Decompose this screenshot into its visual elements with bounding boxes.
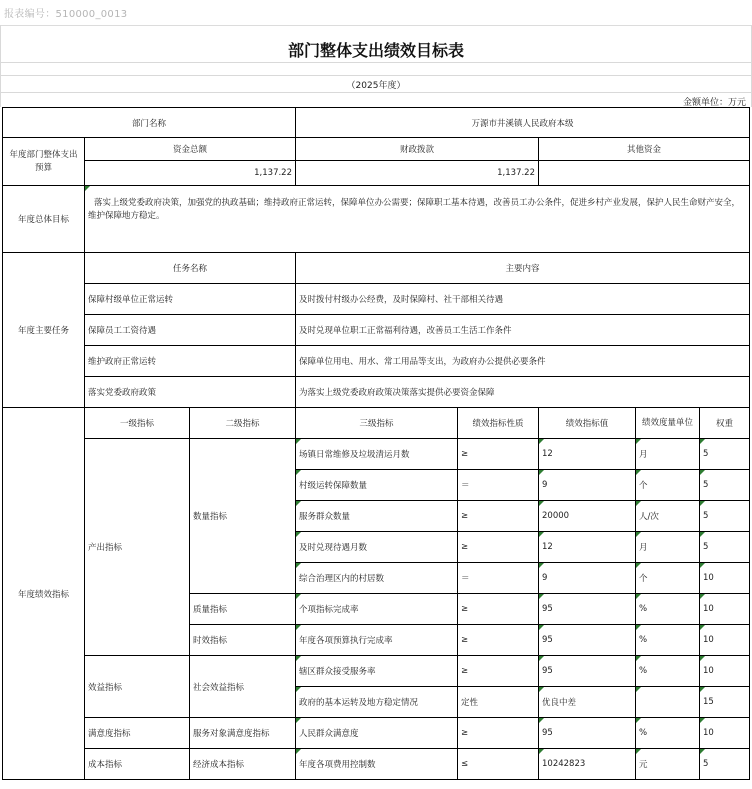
unit-cell: 月 [636,439,700,470]
level3-cell: 个项指标完成率 [296,594,458,625]
budget-label: 年度部门整体支出预算 [3,138,85,186]
weight-cell: 15 [700,687,750,718]
level3-cell: 政府的基本运转及地方稳定情况 [296,687,458,718]
level3-cell: 辖区群众接受服务率 [296,656,458,687]
indicator-row [3,749,750,780]
level3-cell: 村级运转保障数量 [296,470,458,501]
nature-cell: ＝ [458,563,539,594]
level1-cell: 效益指标 [85,656,190,718]
level2-cell: 数量指标 [190,439,296,594]
level3-cell: 场镇日常维修及垃圾清运月数 [296,439,458,470]
value-cell: 9 [539,563,636,594]
goal-text: 落实上级党委政府决策，加强党的执政基础；维持政府正常运转，保障单位办公需要；保障职工基本待遇，改善员工办公条件，促进乡村产业发展，保护人民生命财产安全，维护保障地方稳定。 [85,186,750,253]
indicator-header-row [3,408,750,439]
weight-cell: 5 [700,439,750,470]
report-code-bar [0,0,752,26]
weight-cell: 5 [700,532,750,563]
value-cell: 95 [539,718,636,749]
task-row [3,346,750,377]
level1-cell: 产出指标 [85,439,190,656]
value-cell: 优良中差 [539,687,636,718]
value-cell: 95 [539,594,636,625]
level3-cell: 人民群众满意度 [296,718,458,749]
weight-cell: 5 [700,749,750,780]
task-content-header: 主要内容 [296,253,750,284]
level3-cell: 服务群众数量 [296,501,458,532]
indicator-row [3,718,750,749]
task-content: 及时兑现单位职工正常福利待遇，改善员工生活工作条件 [296,315,750,346]
year-label: （2025年度） [346,81,406,91]
unit-cell: 人/次 [636,501,700,532]
unit-cell: 元 [636,749,700,780]
level2-cell: 服务对象满意度指标 [190,718,296,749]
task-content: 为落实上级党委政府政策决策落实提供必要资金保障 [296,377,750,408]
report-code: 报表编号：510000_0013 [4,9,128,20]
level1-cell: 成本指标 [85,749,190,780]
budget-value-row [3,161,750,186]
dept-label: 部门名称 [3,108,296,138]
unit-cell: 个 [636,470,700,501]
value-cell: 12 [539,439,636,470]
level3-cell: 综合治理区内的村居数 [296,563,458,594]
task-header-row [3,253,750,284]
budget-fiscal: 1,137.22 [296,161,539,186]
indicator-header: 绩效度量单位 [636,408,700,439]
indicator-row [3,656,750,687]
task-name-header: 任务名称 [85,253,296,284]
indicator-row [3,439,750,470]
value-cell: 10242823 [539,749,636,780]
indicator-header: 二级指标 [190,408,296,439]
indicator-header: 绩效指标值 [539,408,636,439]
budget-total: 1,137.22 [85,161,296,186]
dept-row [3,108,750,138]
performance-table [2,107,750,780]
value-cell: 95 [539,656,636,687]
task-row [3,377,750,408]
budget-header-fiscal: 财政拨款 [296,138,539,161]
budget-header-row [3,138,750,161]
nature-cell: ≥ [458,532,539,563]
indicators-label: 年度绩效指标 [3,408,85,780]
weight-cell: 5 [700,470,750,501]
level2-cell: 经济成本指标 [190,749,296,780]
unit-cell: 个 [636,563,700,594]
task-content: 保障单位用电、用水、常工用品等支出，为政府办公提供必要条件 [296,346,750,377]
nature-cell: ≥ [458,656,539,687]
level2-cell: 时效指标 [190,625,296,656]
task-name: 保障员工工资待遇 [85,315,296,346]
nature-cell: ≥ [458,594,539,625]
unit-cell: % [636,594,700,625]
unit-cell: % [636,625,700,656]
task-name: 维护政府正常运转 [85,346,296,377]
page-title: 部门整体支出绩效目标表 [287,41,464,60]
nature-cell: ＝ [458,470,539,501]
weight-cell: 10 [700,563,750,594]
value-cell: 20000 [539,501,636,532]
nature-cell: ≥ [458,625,539,656]
value-cell: 12 [539,532,636,563]
level3-cell: 年度各项费用控制数 [296,749,458,780]
weight-cell: 10 [700,718,750,749]
indicator-header: 三级指标 [296,408,458,439]
level1-cell: 满意度指标 [85,718,190,749]
nature-cell: ≥ [458,439,539,470]
unit-cell: 月 [636,532,700,563]
indicator-header: 一级指标 [85,408,190,439]
unit-cell: % [636,718,700,749]
task-row [3,315,750,346]
value-cell: 95 [539,625,636,656]
level3-cell: 年度各项预算执行完成率 [296,625,458,656]
dept-value: 万源市井溪镇人民政府本级 [296,108,750,138]
budget-other [539,161,750,186]
indicator-header: 权重 [700,408,750,439]
goal-row [3,186,750,253]
weight-cell: 10 [700,594,750,625]
tasks-label: 年度主要任务 [3,253,85,408]
weight-cell: 10 [700,625,750,656]
task-name: 保障村级单位正常运转 [85,284,296,315]
level2-cell: 质量指标 [190,594,296,625]
nature-cell: 定性 [458,687,539,718]
task-name: 落实党委政府政策 [85,377,296,408]
unit-label: 金额单位：万元 [682,98,746,108]
budget-header-total: 资金总额 [85,138,296,161]
unit-cell [636,687,700,718]
level2-cell: 社会效益指标 [190,656,296,718]
indicator-header: 绩效指标性质 [458,408,539,439]
nature-cell: ≥ [458,718,539,749]
task-content: 及时拨付村级办公经费，及时保障村、社干部相关待遇 [296,284,750,315]
nature-cell: ≥ [458,501,539,532]
goal-label: 年度总体目标 [3,186,85,253]
unit-cell: % [636,656,700,687]
level3-cell: 及时兑现待遇月数 [296,532,458,563]
weight-cell: 10 [700,656,750,687]
budget-header-other: 其他资金 [539,138,750,161]
task-row [3,284,750,315]
weight-cell: 5 [700,501,750,532]
value-cell: 9 [539,470,636,501]
nature-cell: ≤ [458,749,539,780]
